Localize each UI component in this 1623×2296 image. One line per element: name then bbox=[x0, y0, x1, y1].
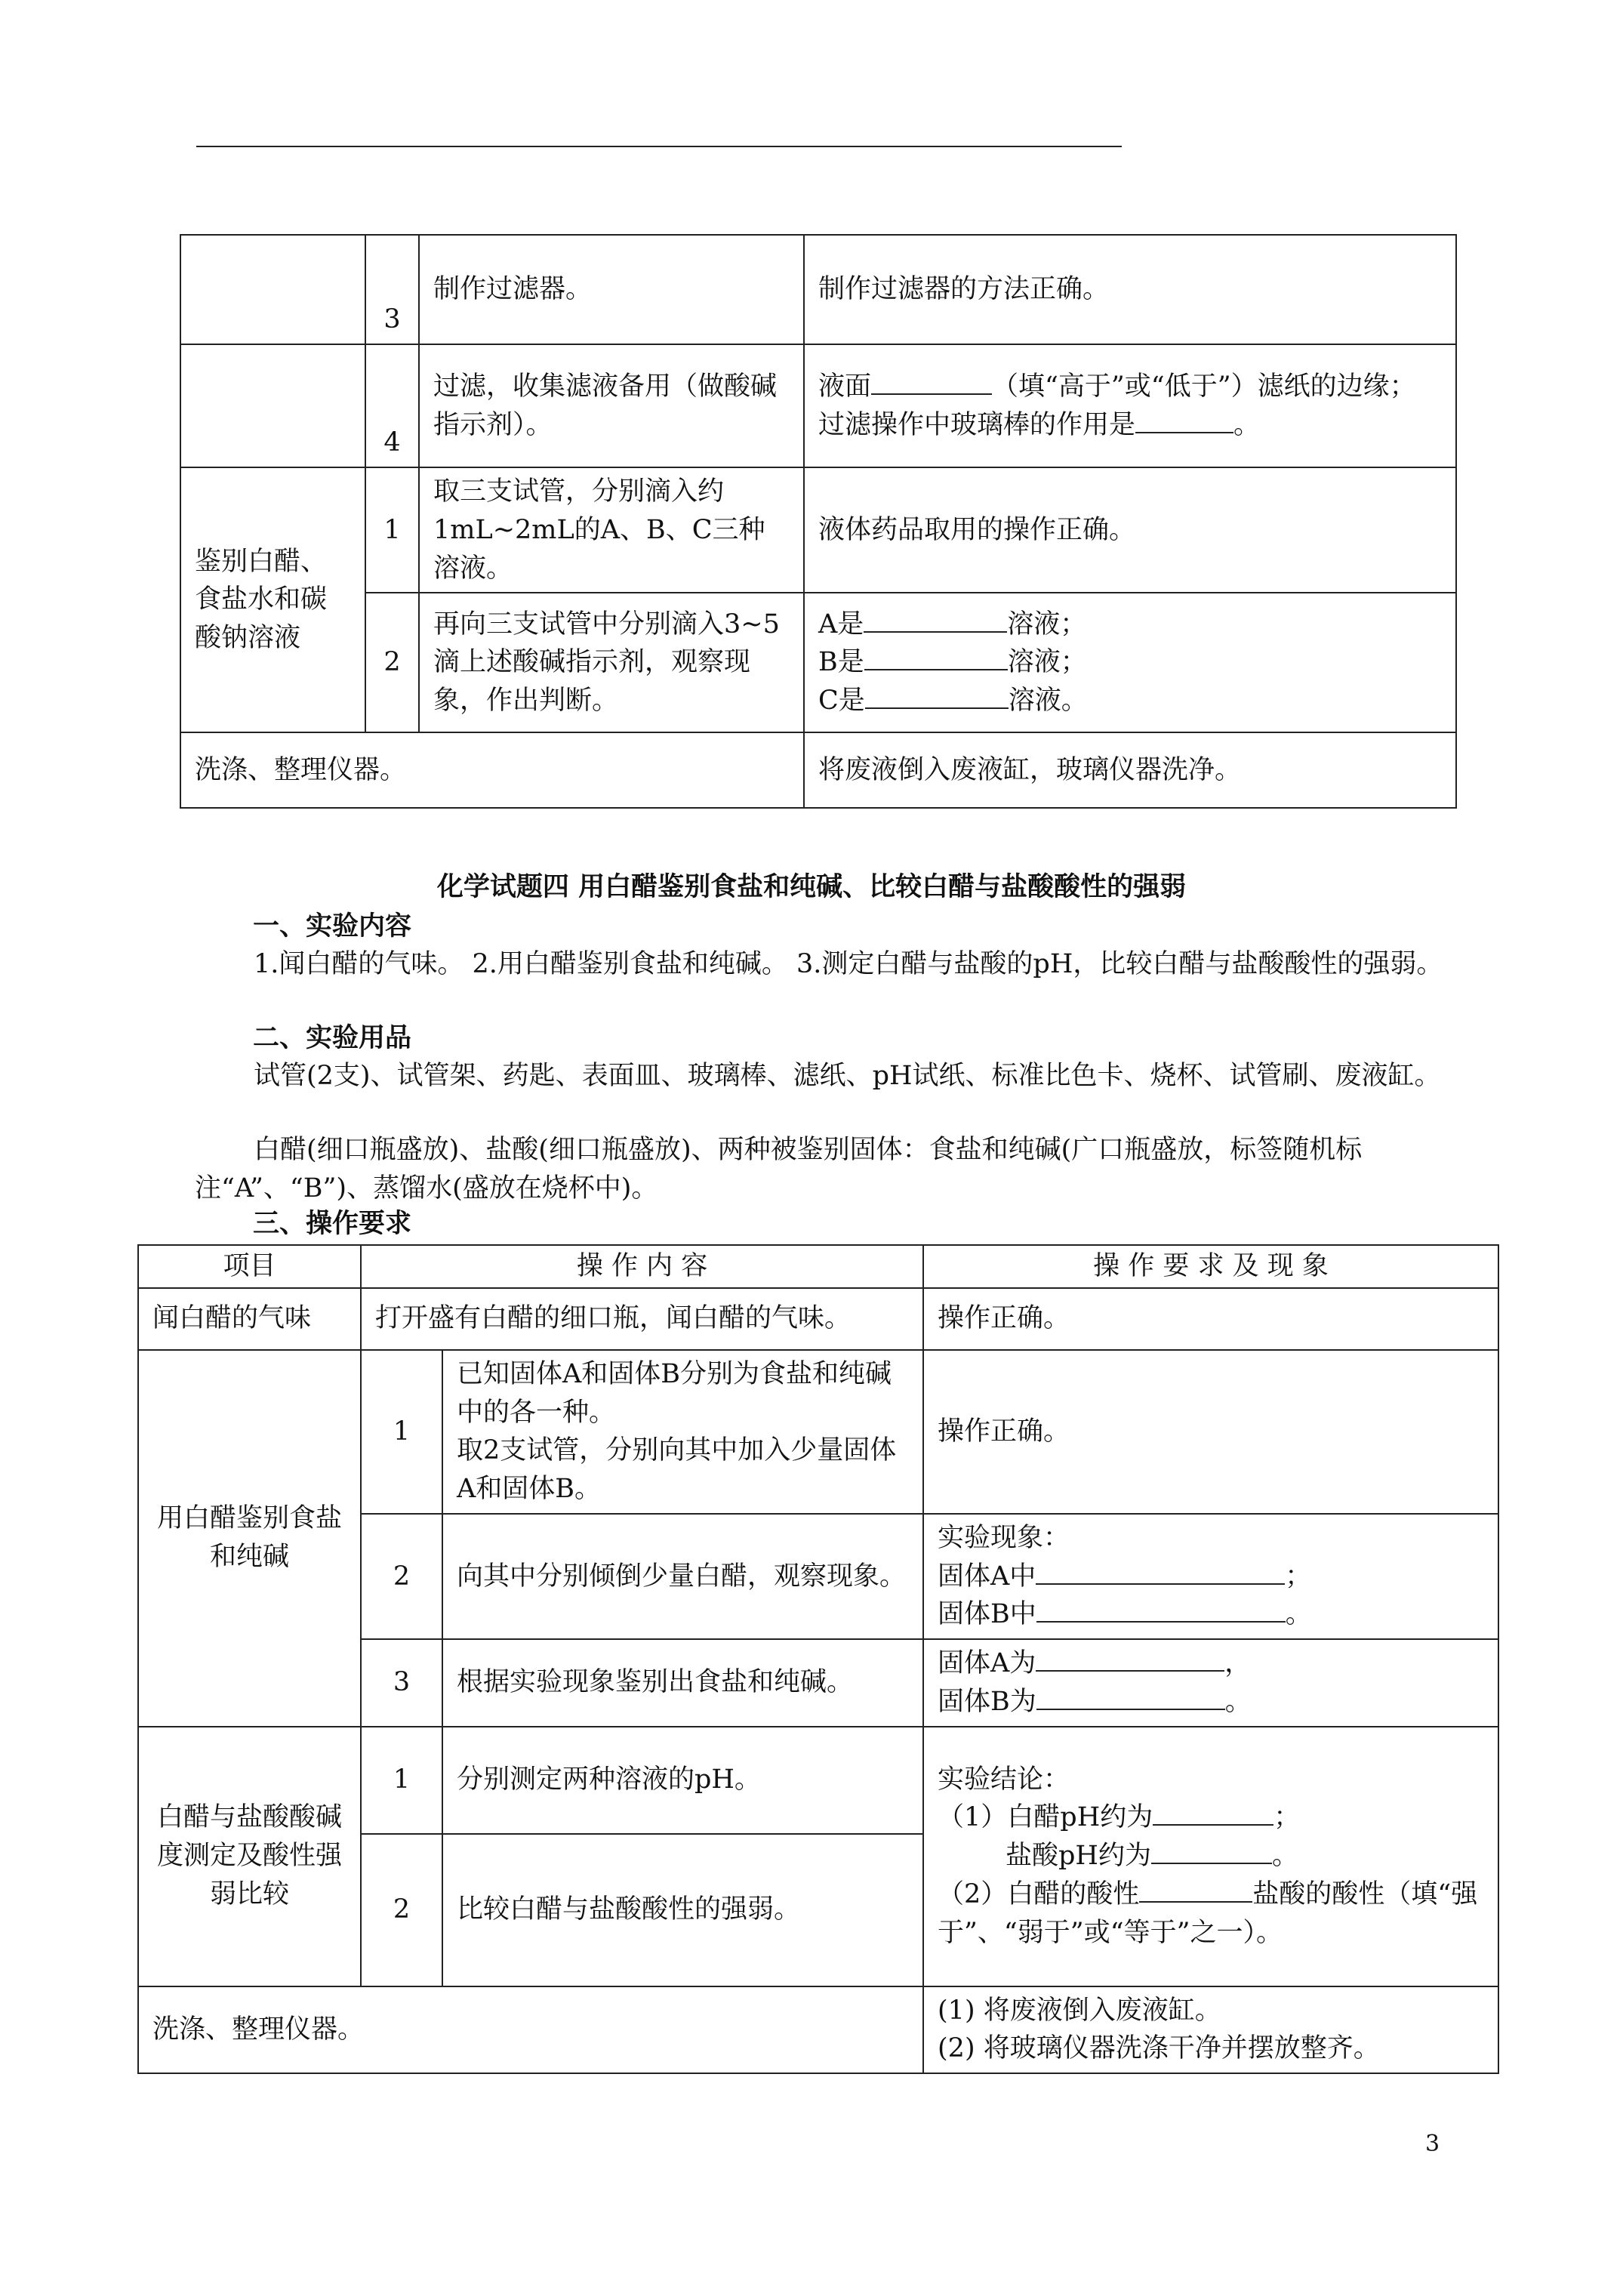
heading-experiment-content: 一、实验内容 bbox=[253, 911, 412, 942]
step-content: 分别测定两种溶液的pH。 bbox=[442, 1727, 923, 1834]
reagents-text: 白醋(细口瓶盛放)、盐酸(细口瓶盛放)、两种被鉴别固体：食盐和纯碱(广口瓶盛放，标签随机标注“A”、“B”)、蒸馏水(盛放在烧杯中)。 bbox=[195, 1135, 1363, 1203]
smell-requirement: 操作正确。 bbox=[923, 1288, 1498, 1350]
step-content: 再向三支试管中分别滴入3~5滴上述酸碱指示剂，观察现象，作出判断。 bbox=[419, 593, 804, 732]
experiment-content-text: 1.闻白醋的气味。 2.用白醋鉴别食盐和纯碱。 3.测定白醋与盐酸的pH，比较白醋与盐酸酸性的强弱。 bbox=[254, 949, 1443, 979]
smell-label: 闻白醋的气味 bbox=[138, 1288, 361, 1350]
header-item: 项目 bbox=[138, 1245, 361, 1288]
wash-label: 洗涤、整理仪器。 bbox=[180, 732, 804, 808]
ph-requirement: 实验结论： （1）白醋pH约为 ； 盐酸pH约为 。 （2）白醋的酸性 盐酸的酸性（填“强于”、“弱于”或“等于”之一）。 bbox=[923, 1727, 1498, 1986]
step-number: 1 bbox=[361, 1727, 442, 1834]
step-number: 4 bbox=[365, 344, 419, 467]
procedure-table-continued bbox=[180, 234, 1457, 809]
fill-blank bbox=[865, 684, 1009, 710]
step-content: 制作过滤器。 bbox=[419, 235, 804, 344]
group-label: 鉴别白醋、食盐水和碳酸钠溶液 bbox=[180, 467, 365, 732]
header-requirement: 操 作 要 求 及 现 象 bbox=[923, 1245, 1498, 1288]
operation-requirements-table bbox=[137, 1244, 1499, 2074]
step-content: 根据实验现象鉴别出食盐和纯碱。 bbox=[442, 1639, 923, 1727]
header-content: 操 作 内 容 bbox=[361, 1245, 923, 1288]
fill-blank bbox=[864, 607, 1007, 633]
step-requirement: 固体A为 ， 固体B为 。 bbox=[923, 1639, 1498, 1727]
fill-blank bbox=[1036, 1559, 1285, 1585]
step-requirement: 实验现象： 固体A中 ； 固体B中 。 bbox=[923, 1514, 1498, 1639]
page-number: 3 bbox=[1425, 2131, 1440, 2157]
step-content: 向其中分别倾倒少量白醋，观察现象。 bbox=[442, 1514, 923, 1639]
heading-materials: 二、实验用品 bbox=[253, 1022, 412, 1053]
step-number: 2 bbox=[361, 1834, 442, 1986]
step-content: 已知固体A和固体B分别为食盐和纯碱中的各一种。 取2支试管，分别向其中加入少量固体A和固体B。 bbox=[442, 1350, 923, 1514]
step-number: 2 bbox=[365, 593, 419, 732]
step-number: 1 bbox=[361, 1350, 442, 1514]
fill-blank bbox=[1139, 1877, 1252, 1903]
fill-blank bbox=[871, 369, 992, 395]
materials-text: 试管(2支)、试管架、药匙、表面皿、玻璃棒、滤纸、pH试纸、标准比色卡、烧杯、试管刷、废液缸。 bbox=[254, 1061, 1441, 1091]
step-number: 3 bbox=[361, 1639, 442, 1727]
fill-blank bbox=[1036, 1684, 1225, 1710]
step-requirement: 制作过滤器的方法正确。 bbox=[804, 235, 1456, 344]
step-content: 比较白醋与盐酸酸性的强弱。 bbox=[442, 1834, 923, 1986]
step-number: 3 bbox=[365, 235, 419, 344]
step-number: 2 bbox=[361, 1514, 442, 1639]
wash-label: 洗涤、整理仪器。 bbox=[138, 1986, 923, 2074]
step-requirement: A是 溶液； B是 溶液； C是 溶液。 bbox=[804, 593, 1456, 732]
empty-group-cell bbox=[180, 235, 365, 344]
wash-requirement: (1) 将废液倒入废液缸。 (2) 将玻璃仪器洗涤干净并摆放整齐。 bbox=[923, 1986, 1498, 2074]
ph-label: 白醋与盐酸酸碱度测定及酸性强弱比较 bbox=[138, 1727, 361, 1986]
heading-operation: 三、操作要求 bbox=[253, 1208, 412, 1239]
fill-blank bbox=[1036, 1598, 1286, 1623]
step-number: 1 bbox=[365, 467, 419, 593]
step-content: 取三支试管，分别滴入约1mL~2mL的A、B、C三种溶液。 bbox=[419, 467, 804, 593]
wash-requirement: 将废液倒入废液缸，玻璃仪器洗净。 bbox=[804, 732, 1456, 808]
header-rule bbox=[196, 146, 1122, 147]
fill-blank bbox=[1036, 1647, 1224, 1672]
fill-blank bbox=[1135, 408, 1233, 433]
step-content: 过滤，收集滤液备用（做酸碱指示剂）。 bbox=[419, 344, 804, 467]
fill-blank bbox=[1153, 1801, 1273, 1826]
fill-blank bbox=[1151, 1839, 1272, 1865]
section-title: 化学试题四 用白醋鉴别食盐和纯碱、比较白醋与盐酸酸性的强弱 bbox=[436, 871, 1187, 902]
smell-content: 打开盛有白醋的细口瓶，闻白醋的气味。 bbox=[361, 1288, 923, 1350]
step-requirement: 操作正确。 bbox=[923, 1350, 1498, 1514]
step-requirement: 液体药品取用的操作正确。 bbox=[804, 467, 1456, 593]
fill-blank bbox=[864, 646, 1008, 671]
step-requirement: 液面 （填“高于”或“低于”）滤纸的边缘； 过滤操作中玻璃棒的作用是 。 bbox=[804, 344, 1456, 467]
empty-group-cell bbox=[180, 344, 365, 467]
identify-label: 用白醋鉴别食盐和纯碱 bbox=[138, 1350, 361, 1727]
